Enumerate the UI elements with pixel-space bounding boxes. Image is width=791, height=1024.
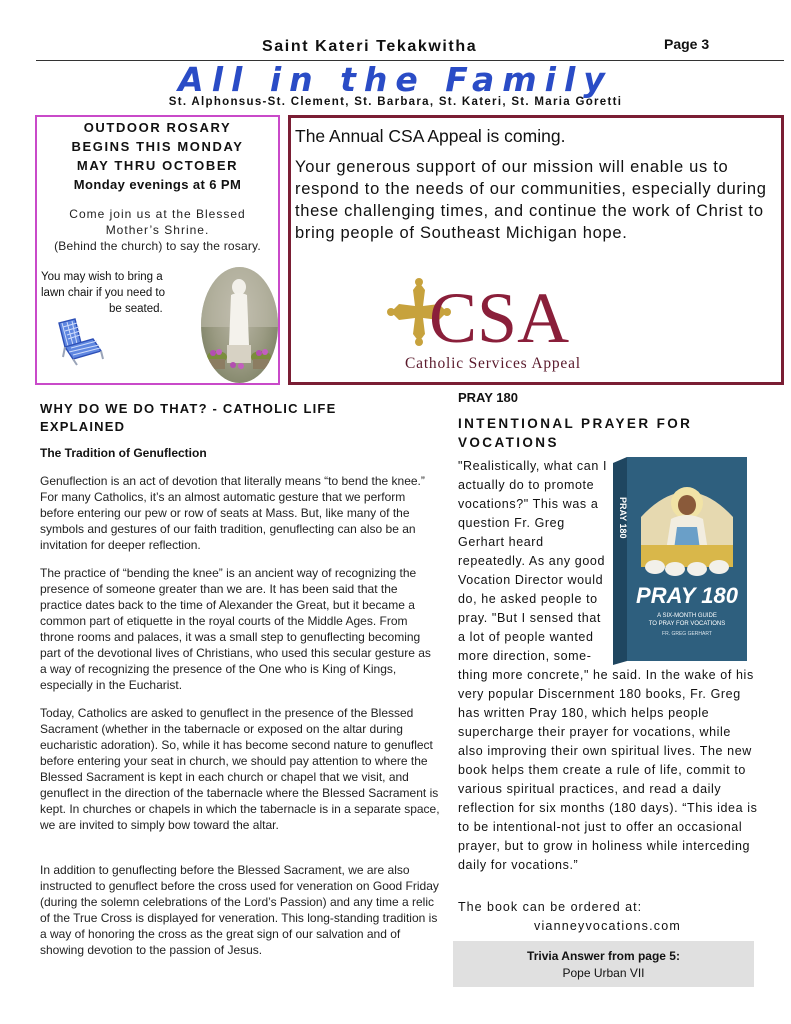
page-number: Page 3	[664, 36, 710, 52]
article-paragraph-4: In addition to genuflecting before the Blessed Sacrament, we are also instructed to genuflect before the cross used for veneration on Good Friday (during the solemn celebrations of the Lord’s Passion) and any time a relic of the True Cross is displayed for veneration. This long-standing tradition is a way of honoring the cross as the great sign of our salvation and of showing devotion to the passion of Jesus.	[40, 863, 439, 957]
pray180-book-cover	[613, 457, 747, 665]
book-author: FR. GREG GERHART	[662, 631, 712, 637]
rosary-title-1: OUTDOOR ROSARY	[83, 120, 232, 135]
article-paragraph-2: The practice of “bending the knee” is an ancient way of recognizing the presence of someone greater than we are. It has been said that the practice dates back to the time of Alexander the Great, but it became a common part of etiquette in the royal courts of the Middle Ages. From throne rooms and palaces, it was a small step to genuflecting becoming part of the devotional lives of Christians, who used this secular gesture as a way of recognizing the presence of the One who is King of Kings, especially in the Eucharist.	[40, 566, 431, 692]
book-cover-title: PRAY 180	[636, 583, 738, 608]
trivia-label: Trivia Answer from page 5:	[527, 949, 680, 963]
csa-body-text: Your generous support of our mission will enable us to respond to the needs of our communities, especially during these challenging times, and continue the work of Christ to bring people of Southeast Michigan hope.	[295, 158, 767, 242]
csa-appeal-box	[288, 115, 784, 385]
article-title-genuflection: WHY DO WE DO THAT? - CATHOLIC LIFE EXPLAINED	[40, 401, 337, 434]
rosary-time: Monday evenings at 6 PM	[73, 177, 242, 192]
rosary-title-2: BEGINS THIS MONDAY	[71, 139, 244, 154]
article-paragraph-3: Today, Catholics are asked to genuflect in the presence of the Blessed Sacrament (whether in the tabernacle or exposed on the altar during eucharistic adoration). So, while it has become second nature to genuflect before entering your seat in church, we should pay attention to where the Blessed Sacrament is kept in each church or chapel that we visit, and genuflect in the direction of the tabernacle where the Blessed Sacrament is kept. In churches or chapels in which the tabernacle is in a separate space, we are invited to simply bow toward the altar.	[40, 706, 440, 832]
pray180-text-intro: "Realistically, what can I actually do to promote vocations?" This was a question Fr. Greg Gerhart heard repeatedly. As any good Vocation Director would do, he asked people to pray. "But I sensed that a lot of people wanted more direction, some-	[458, 459, 608, 663]
csa-logo-letters: CSA	[429, 278, 570, 358]
pray180-text-body: thing more concrete," he said. In the wake of his very popular Discernment 180 books, Fr. Greg has written Pray 180, which helps people supercharge their prayer for vocations, while also improving their own spiritual lives. The new book helps them create a rule of life, commit to various spiritual practices, and read a daily reflection for six months (180 days). “This idea is to be intentional-not just to offer an occasional prayer, but to grow in holiness while interceding daily for vocations.”	[458, 668, 758, 872]
book-subtitle-1: A SIX-MONTH GUIDE	[657, 613, 717, 619]
pray180-order-text: The book can be ordered at:	[458, 900, 643, 914]
rosary-chair-note	[41, 269, 201, 317]
rosary-note-line-2: lawn chair if you need to	[41, 287, 166, 299]
rosary-note-line-1: You may wish to bring a	[41, 271, 163, 283]
rosary-announcement-box	[35, 115, 280, 385]
book-subtitle-2: TO PRAY FOR VOCATIONS	[648, 621, 726, 627]
book-spine-title: PRAY 180	[618, 497, 628, 539]
article-paragraph-1: Genuflection is an act of devotion that literally means “to bend the knee.” For many Catholics, it’s an almost automatic gesture that we perform before entering our pew or row of seats at Mass. But, like many of the symbols and gestures of our faith tradition, genuflecting can also be an invitation for deeper reflection.	[40, 474, 425, 552]
newsletter-title: All in the Family	[178, 60, 613, 99]
rosary-note-line-3: be seated.	[109, 303, 163, 315]
trivia-answer: Pope Urban VII	[562, 966, 645, 980]
rosary-invite-1: Come join us at the Blessed	[69, 207, 246, 221]
rosary-invite-3: (Behind the church) to say the rosary.	[54, 239, 261, 253]
parish-list: St. Alphonsus-St. Clement, St. Barbara, St. Kateri, St. Maria Goretti	[168, 96, 623, 108]
parish-name: Saint Kateri Tekakwitha	[262, 38, 478, 55]
pray180-subheading: INTENTIONAL PRAYER FOR VOCATIONS	[458, 416, 693, 450]
mary-statue-shrine-photo	[201, 267, 278, 383]
rosary-title-3: MAY THRU OCTOBER	[76, 158, 239, 173]
csa-logo-caption: Catholic Services Appeal	[405, 355, 581, 372]
csa-headline: The Annual CSA Appeal is coming.	[295, 126, 566, 146]
pray180-website-link[interactable]: vianneyvocations.com	[534, 919, 681, 933]
article-subtitle: The Tradition of Genuflection	[40, 446, 207, 460]
rosary-invite-2: Mother’s Shrine.	[105, 223, 210, 237]
trivia-answer-box	[453, 941, 754, 987]
csa-logo	[387, 276, 637, 376]
pray180-heading: PRAY 180	[458, 390, 518, 405]
lawn-chair-icon	[53, 317, 109, 367]
